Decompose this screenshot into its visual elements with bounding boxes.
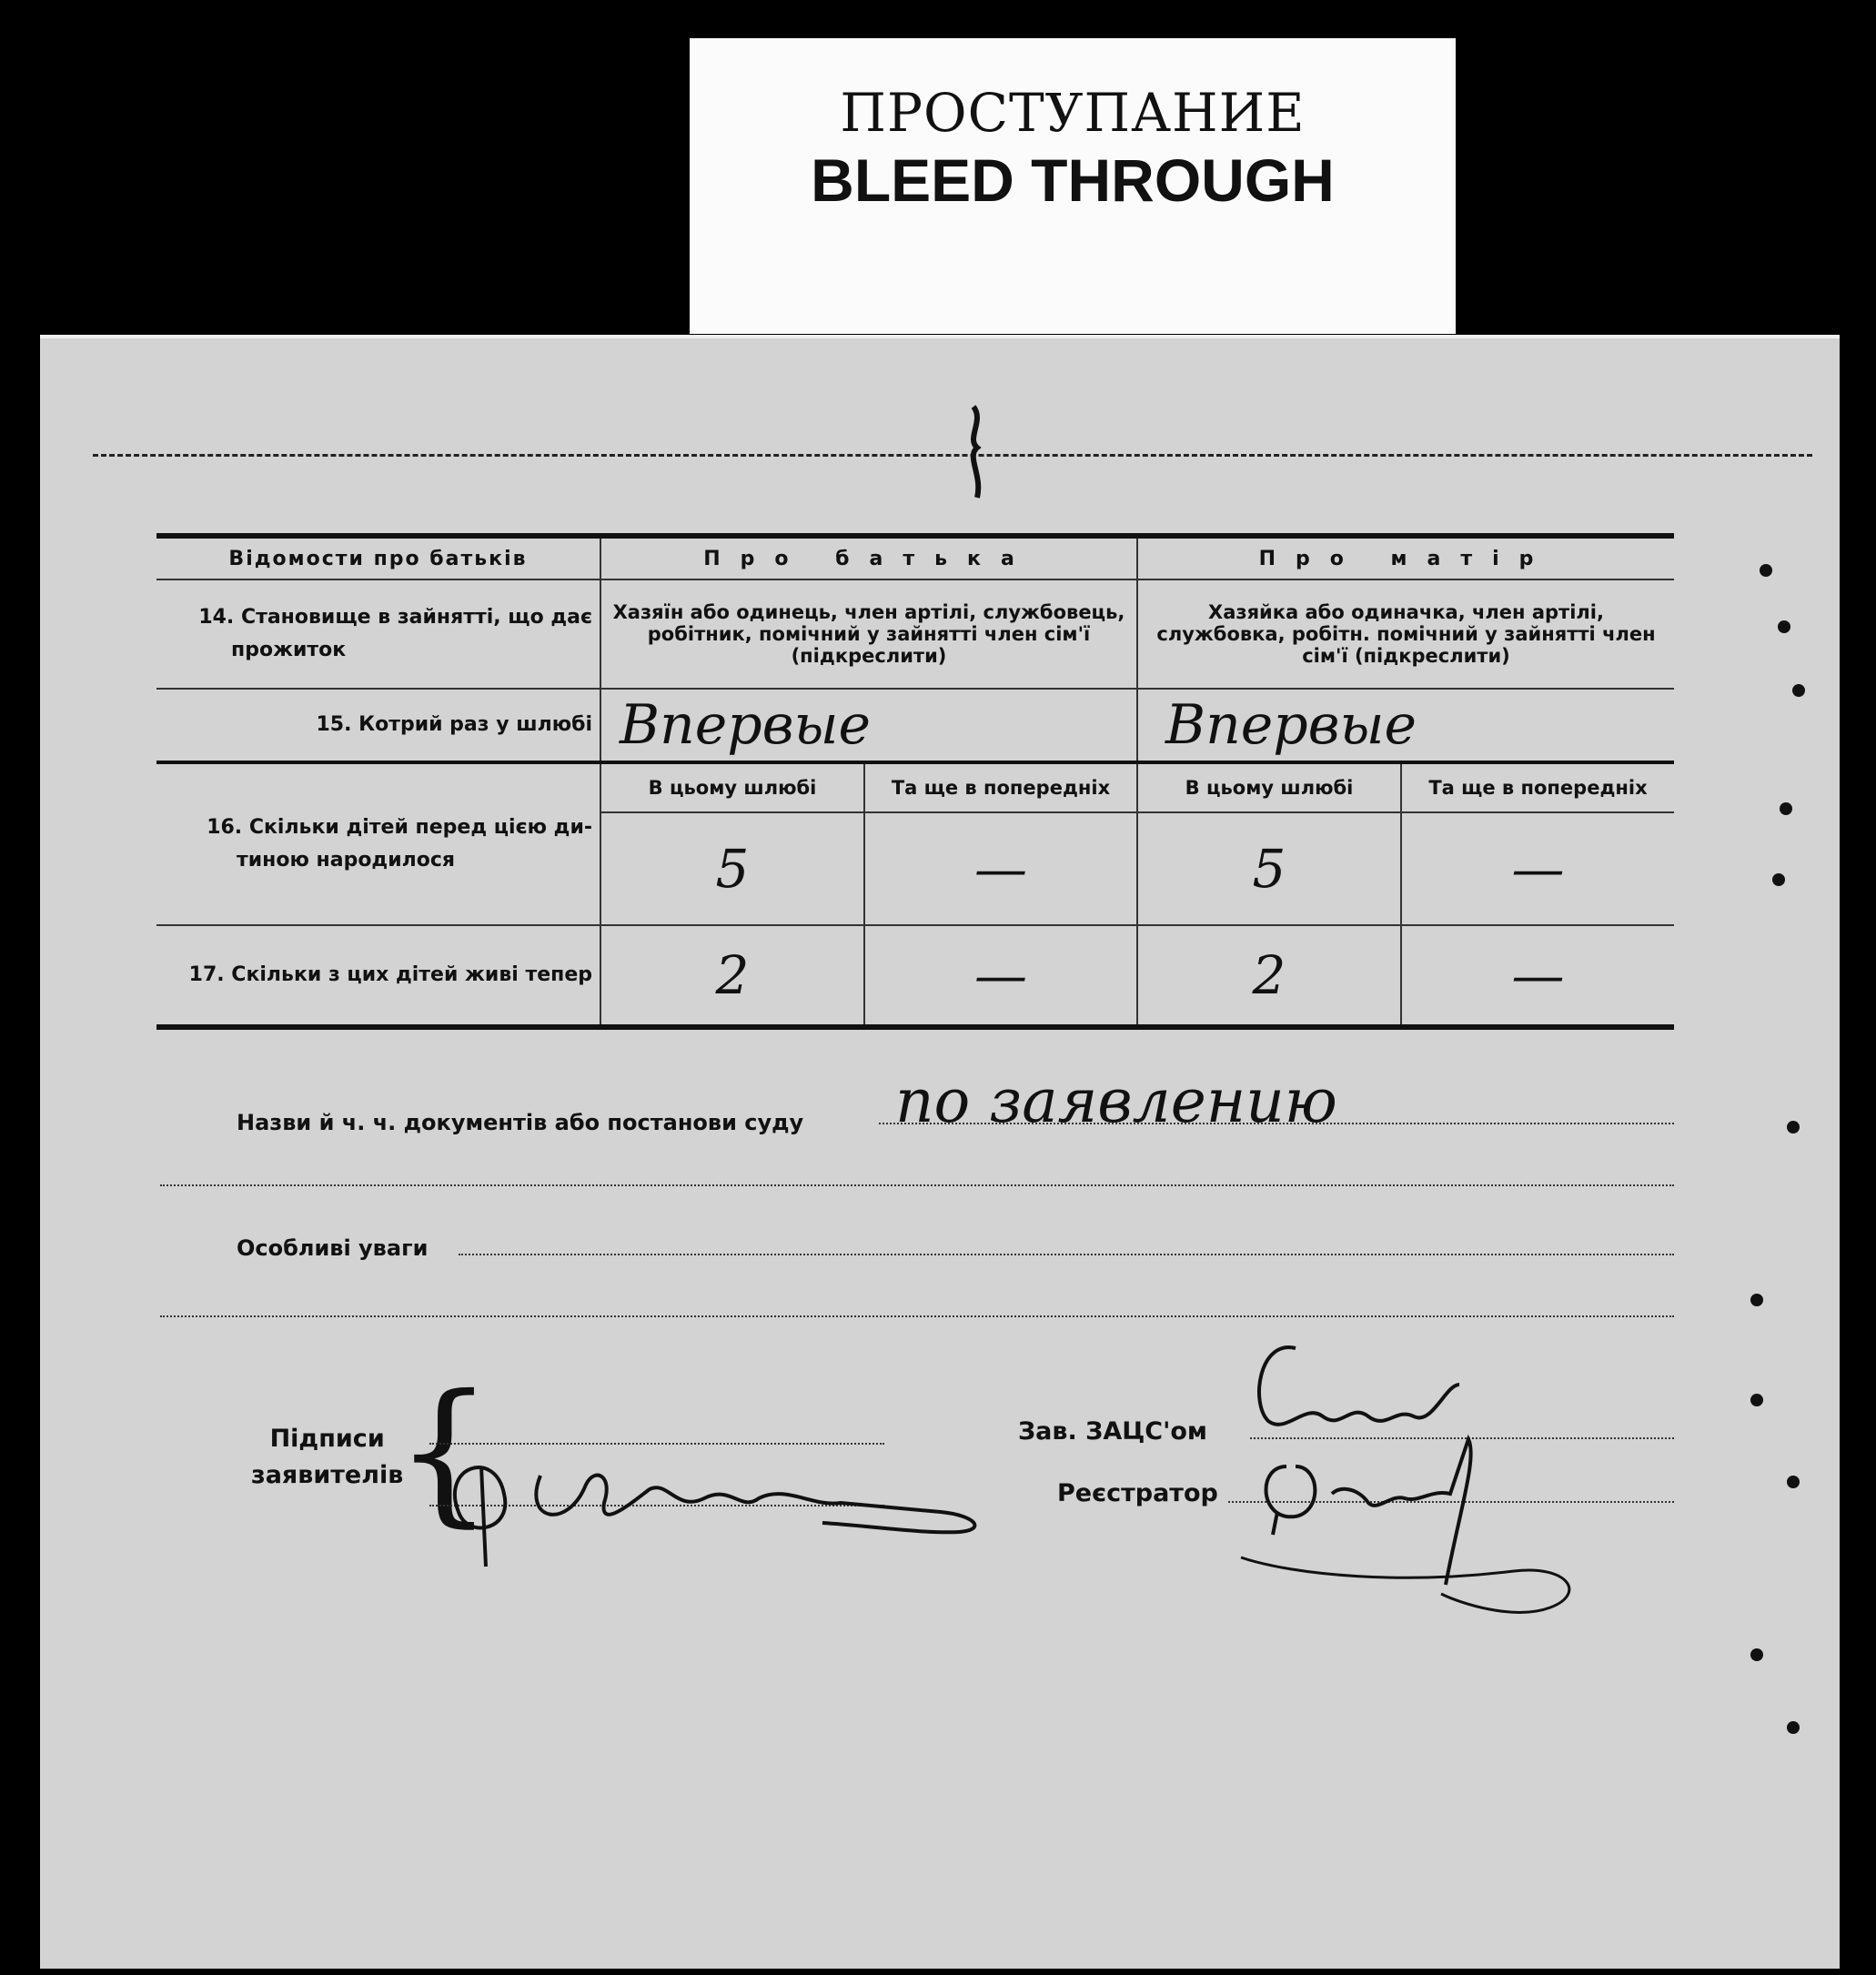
- row-children-subheaders: [156, 762, 1674, 812]
- row-14-mother-text: Хазяйка або одиначка, член артілі, службовка, робітн. помічний у зайнятті член сім'ї (підкреслити): [1137, 579, 1674, 689]
- row-14-occupation: [156, 579, 1674, 689]
- documents-label: Назви й ч. ч. документів або постанови суду: [237, 1110, 804, 1135]
- row-17-father-current: 2: [600, 925, 864, 1027]
- row-15-label: 15. Котрий раз у шлюбі: [156, 689, 600, 762]
- binding-hole: [1780, 802, 1792, 815]
- parents-info-table: [156, 533, 1674, 1030]
- document-sheet: [40, 335, 1840, 1969]
- binding-hole: [1772, 873, 1785, 886]
- row-14-father-text: Хазяїн або одинець, член артілі, службовець, робітник, помічний у зайнятті член сім'ї (підкреслити): [600, 579, 1137, 689]
- row-14-label: [156, 579, 600, 689]
- remarks-label: Особливі уваги: [237, 1235, 429, 1261]
- row-16-father-current: 5: [600, 812, 864, 925]
- registrar-label: Реєстратор: [1057, 1479, 1218, 1507]
- binding-hole: [1750, 1294, 1763, 1306]
- row-17-mother-current: 2: [1137, 925, 1401, 1027]
- applicants-signatures-label: [251, 1421, 403, 1494]
- row-17-father-previous: —: [864, 925, 1137, 1027]
- label-russian: ПРОСТУПАНИЕ: [840, 82, 1306, 144]
- header-parents-info: Відомости про батьків: [156, 536, 600, 579]
- row-16-label-line2: тиною народилося: [237, 849, 456, 872]
- row-16-label: [156, 762, 600, 925]
- documents-value: по заявлению: [895, 1066, 1337, 1136]
- binding-hole: [1750, 1394, 1763, 1406]
- documents-field-line-2: [160, 1184, 1674, 1186]
- applicants-label-line2: заявителів: [251, 1461, 404, 1489]
- row-16-father-previous: —: [864, 812, 1137, 925]
- row-15-marriage-count: [156, 689, 1674, 762]
- header-about-father: Про батька: [600, 536, 1137, 579]
- binding-hole: [1787, 1476, 1800, 1488]
- remarks-field-line-2: [160, 1315, 1674, 1317]
- row-14-label-line1: 14. Становище в зайнятті, що дає: [198, 606, 592, 629]
- header-about-mother: Про матір: [1137, 536, 1674, 579]
- row-17-label: 17. Скільки з цих дітей живі тепер: [156, 925, 600, 1027]
- subheader-father-current: В цьому шлюбі: [600, 762, 864, 812]
- row-16-mother-previous: —: [1401, 812, 1674, 925]
- applicants-brace: {: [395, 1362, 494, 1542]
- row-17-children-alive: [156, 925, 1674, 1027]
- applicants-label-line1: Підписи: [269, 1425, 385, 1453]
- binding-hole: [1778, 620, 1790, 633]
- table-header-row: [156, 536, 1674, 579]
- row-14-label-line2: прожиток: [231, 639, 347, 661]
- row-17-mother-previous: —: [1401, 925, 1674, 1027]
- perforation-line: [93, 454, 1812, 457]
- row-16-mother-current: 5: [1137, 812, 1401, 925]
- bleed-through-label-card: [690, 38, 1456, 334]
- binding-hole: [1787, 1121, 1800, 1134]
- subheader-father-previous: Та ще в попередніх: [864, 762, 1137, 812]
- binding-hole: [1750, 1648, 1763, 1661]
- head-zags-label: Зав. ЗАЦС'ом: [1018, 1417, 1207, 1446]
- remarks-field-line: [459, 1254, 1674, 1255]
- handwritten-tick-mark: [957, 402, 993, 502]
- label-english: BLEED THROUGH: [811, 146, 1335, 214]
- subheader-mother-previous: Та ще в попередніх: [1401, 762, 1674, 812]
- binding-hole: [1787, 1721, 1800, 1734]
- row-15-father-value: Впервые: [600, 689, 1137, 762]
- subheader-mother-current: В цьому шлюбі: [1137, 762, 1401, 812]
- row-16-label-line1: 16. Скільки дітей перед цією ди-: [207, 816, 592, 839]
- row-15-mother-value: Впервые: [1137, 689, 1674, 762]
- binding-hole: [1792, 684, 1805, 697]
- binding-hole: [1760, 564, 1772, 577]
- official-signatures: [1223, 1330, 1614, 1630]
- applicant-signature: [431, 1412, 995, 1576]
